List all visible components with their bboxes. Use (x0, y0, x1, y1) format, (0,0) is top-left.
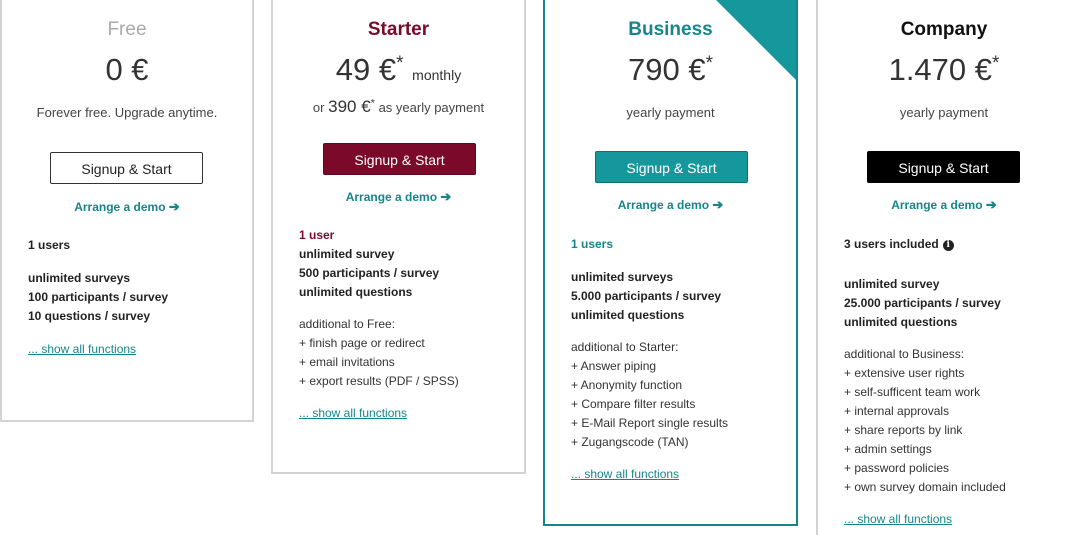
sub-suffix: as yearly payment (378, 100, 485, 115)
price-asterisk: * (992, 53, 1000, 74)
users-count: 1 users (28, 238, 71, 252)
plan-card-company (816, 0, 1070, 535)
feature-item: unlimited questions (299, 285, 413, 299)
arrange-demo-label: Arrange a demo (345, 190, 438, 204)
feature-list (28, 236, 242, 359)
arrange-demo-label: Arrange a demo (891, 198, 983, 212)
additional-item: + Compare filter results (571, 397, 696, 411)
arrange-demo-label: Arrange a demo (617, 198, 710, 212)
plan-price (818, 52, 1070, 88)
plan-card-business (543, 0, 798, 526)
users-count: 1 users (571, 237, 614, 251)
sub-prefix: or (312, 100, 325, 115)
plan-subline: yearly payment (899, 105, 989, 120)
plan-subline: yearly payment (626, 105, 715, 120)
feature-item: 100 participants / survey (28, 290, 169, 304)
additional-item: + email invitations (299, 355, 395, 369)
additional-item: + internal approvals (844, 404, 950, 418)
feature-item: 25.000 participants / survey (844, 296, 1001, 310)
feature-list (299, 226, 514, 423)
plan-card-free (0, 0, 254, 422)
sub-price: 390 € (328, 97, 371, 116)
plan-subline: Forever free. Upgrade anytime. (36, 105, 218, 120)
arrow-right-icon: ➔ (168, 199, 180, 214)
feature-item: 500 participants / survey (299, 266, 440, 280)
arrow-right-icon: ➔ (712, 197, 724, 212)
users-count: 3 users included (844, 237, 939, 251)
signup-button[interactable]: Signup & Start (595, 151, 748, 183)
additional-item: + E-Mail Report single results (571, 416, 729, 430)
additional-item: + own survey domain included (844, 480, 1006, 494)
plan-card-starter (271, 0, 526, 474)
feature-item: unlimited survey (844, 277, 940, 291)
feature-item: unlimited surveys (571, 270, 674, 284)
info-icon[interactable]: i (943, 240, 954, 251)
arrange-demo-link[interactable] (273, 189, 524, 205)
arrange-demo-link[interactable] (2, 199, 252, 215)
plan-price (273, 52, 524, 88)
arrow-right-icon: ➔ (985, 197, 997, 212)
price-asterisk: * (705, 53, 713, 74)
show-all-functions-link[interactable]: ... show all functions (844, 512, 953, 526)
additional-item: + self-sufficent team work (844, 385, 981, 399)
additional-item: + Anonymity function (571, 378, 683, 392)
signup-button[interactable]: Signup & Start (323, 143, 476, 175)
feature-item: unlimited surveys (28, 271, 131, 285)
plan-title: Company (900, 19, 988, 40)
price-value: 49 € (335, 52, 397, 87)
additional-heading: additional to Starter: (571, 340, 679, 354)
users-count: 1 user (299, 228, 335, 242)
additional-item: + finish page or redirect (299, 336, 425, 350)
show-all-functions-link[interactable]: ... show all functions (571, 467, 680, 481)
sub-asterisk: * (370, 97, 375, 110)
feature-item: unlimited questions (844, 315, 958, 329)
arrange-demo-link[interactable] (818, 197, 1070, 213)
feature-list (844, 235, 1060, 529)
price-value: 1.470 € (888, 52, 993, 87)
plan-price (545, 52, 796, 88)
arrow-right-icon: ➔ (440, 189, 452, 204)
feature-item: unlimited questions (571, 308, 685, 322)
arrange-demo-link[interactable] (545, 197, 796, 213)
additional-heading: additional to Free: (299, 317, 396, 331)
plan-price: 0 € (105, 52, 149, 87)
price-suffix: monthly (412, 67, 462, 83)
feature-item: 10 questions / survey (28, 309, 151, 323)
signup-button[interactable]: Signup & Start (867, 151, 1020, 183)
additional-item: + admin settings (844, 442, 932, 456)
additional-item: + password policies (844, 461, 950, 475)
plan-subline (273, 97, 524, 117)
additional-item: + Answer piping (571, 359, 657, 373)
feature-item: 5.000 participants / survey (571, 289, 722, 303)
plan-title: Business (628, 19, 713, 40)
arrange-demo-label: Arrange a demo (74, 200, 166, 214)
additional-item: + share reports by link (844, 423, 963, 437)
additional-heading: additional to Business: (844, 347, 965, 361)
show-all-functions-link[interactable]: ... show all functions (299, 406, 408, 420)
signup-button[interactable]: Signup & Start (50, 152, 203, 184)
additional-item: + Zugangscode (TAN) (571, 435, 689, 449)
users-row (844, 235, 1060, 254)
show-all-functions-link[interactable]: ... show all functions (28, 342, 137, 356)
price-value: 790 € (628, 52, 706, 87)
plan-title: Starter (367, 19, 430, 40)
feature-list (571, 235, 786, 484)
additional-item: + export results (PDF / SPSS) (299, 374, 459, 388)
plan-title: Free (107, 19, 147, 40)
price-asterisk: * (396, 53, 404, 74)
additional-item: + extensive user rights (844, 366, 965, 380)
feature-item: unlimited survey (299, 247, 395, 261)
